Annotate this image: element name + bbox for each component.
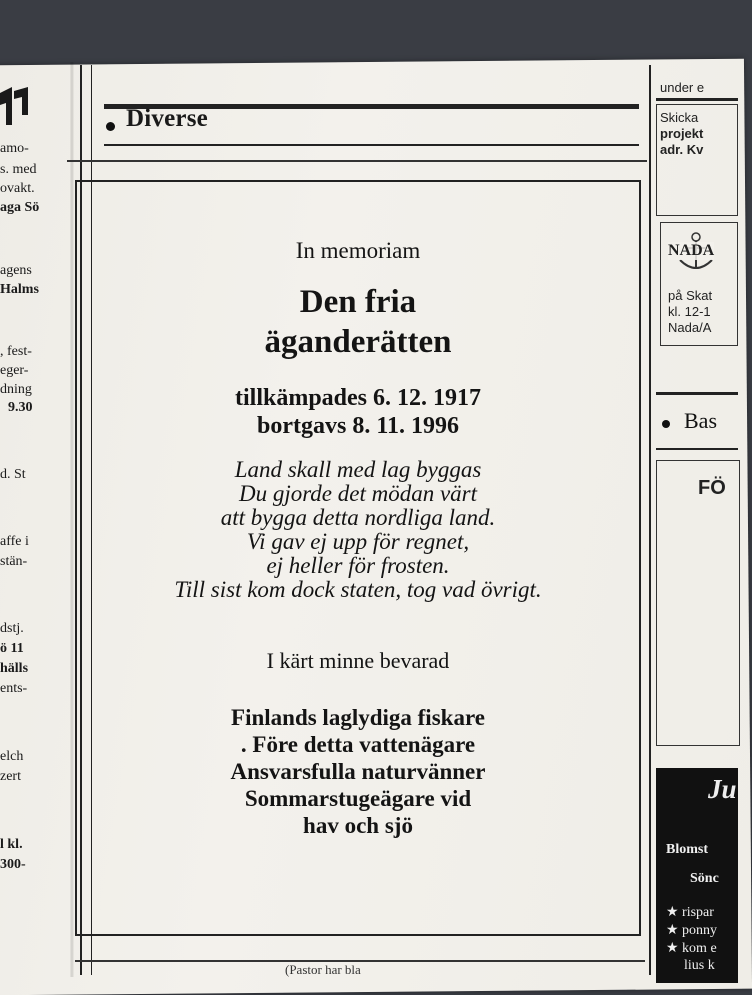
left-text-line: ents- — [0, 681, 28, 696]
left-text-line: hälls — [0, 661, 29, 676]
right-section-title: Bas — [684, 408, 717, 433]
dark-ad-title: Ju — [708, 774, 737, 804]
bullet-icon — [106, 122, 115, 131]
date-given: bortgavs 8. 11. 1996 — [256, 413, 459, 439]
poem-line: att bygga detta nordliga land. — [220, 505, 496, 530]
right-text-line: Skicka — [660, 110, 699, 125]
right-text-line: kl. 12-1 — [668, 304, 711, 319]
dark-ad-line: ★ ponny — [666, 923, 718, 938]
nada-logo-text: NADA — [668, 242, 715, 259]
left-text-line: dning — [0, 382, 32, 397]
signatory-line: hav och sjö — [303, 813, 413, 838]
date-fought: tillkämpades 6. 12. 1917 — [234, 385, 482, 411]
right-rule — [656, 448, 738, 450]
left-text-line: dstj. — [0, 621, 24, 636]
dark-ad-line: lius k — [684, 958, 715, 973]
right-rule — [656, 392, 738, 395]
left-text-line: affe i — [0, 534, 29, 549]
section-title: Diverse — [126, 105, 208, 132]
signatory-line: Finlands laglydiga fiskare — [231, 705, 485, 730]
ad-dates — [77, 384, 639, 440]
poem — [77, 458, 639, 602]
right-text-line: projekt — [660, 126, 704, 141]
poem-line: ej heller för frosten. — [266, 553, 450, 578]
poem-line: Till sist kom dock staten, tog vad övrigt. — [174, 577, 542, 602]
left-text-line: 9.30 — [8, 400, 33, 415]
ad-title-line: Den fria — [299, 284, 417, 320]
remembrance-line: I kärt minne bevarad — [266, 648, 450, 673]
memorial-ad — [75, 180, 641, 936]
right-fo-text: FÖ — [698, 477, 726, 499]
section-header — [104, 100, 644, 150]
left-text-line: stän- — [0, 554, 28, 569]
left-text-line: elch — [0, 749, 24, 764]
right-rule — [656, 98, 738, 101]
dark-ad-line: Sönc — [690, 871, 719, 886]
dark-ad-line: ★ kom e — [666, 941, 717, 956]
left-text-line: eger- — [0, 363, 29, 378]
poem-line: Vi gav ej upp för regnet, — [246, 529, 470, 554]
right-dark-ad — [656, 768, 738, 983]
left-text-line: amo- — [0, 141, 29, 156]
right-column — [648, 62, 738, 977]
signatories — [77, 704, 639, 839]
bottom-fragment-text: (Pastor har bla — [285, 962, 361, 977]
right-ad-box — [656, 460, 740, 746]
left-logo-icon — [0, 85, 34, 131]
ad-title-line: äganderätten — [264, 324, 452, 360]
in-memoriam-heading: In memoriam — [295, 238, 421, 263]
signatory-line: . Före detta vattenägare — [240, 732, 476, 757]
left-text-line: d. St — [0, 467, 26, 482]
bullet-icon — [662, 420, 670, 428]
left-text-line: 300- — [0, 857, 26, 872]
header-rule-bottom — [104, 144, 639, 146]
right-text-line: adr. Kv — [660, 142, 704, 157]
left-text-line: ö 11 — [0, 641, 24, 656]
signatory-line: Sommarstugeägare vid — [244, 786, 472, 811]
dark-ad-line: Blomst — [666, 842, 708, 857]
left-text-line: ovakt. — [0, 181, 35, 196]
dark-ad-line: ★ rispar — [666, 905, 714, 920]
left-text-line: s. med — [0, 162, 37, 177]
left-text-line: aga Sö — [0, 200, 40, 215]
signatory-line: Ansvarsfulla naturvänner — [230, 759, 486, 784]
left-text-line: l kl. — [0, 837, 23, 852]
right-text-line: på Skat — [668, 288, 713, 303]
left-text-line: , fest- — [0, 344, 32, 359]
left-text-line: Halms — [0, 282, 39, 297]
right-text-line: under e — [660, 80, 705, 95]
poem-line: Du gjorde det mödan värt — [238, 481, 478, 506]
poem-line: Land skall med lag byggas — [234, 457, 482, 482]
ad-title — [77, 282, 639, 362]
right-text-line: Nada/A — [668, 320, 712, 335]
left-text-line: zert — [0, 769, 21, 784]
left-text-line: agens — [0, 263, 32, 278]
